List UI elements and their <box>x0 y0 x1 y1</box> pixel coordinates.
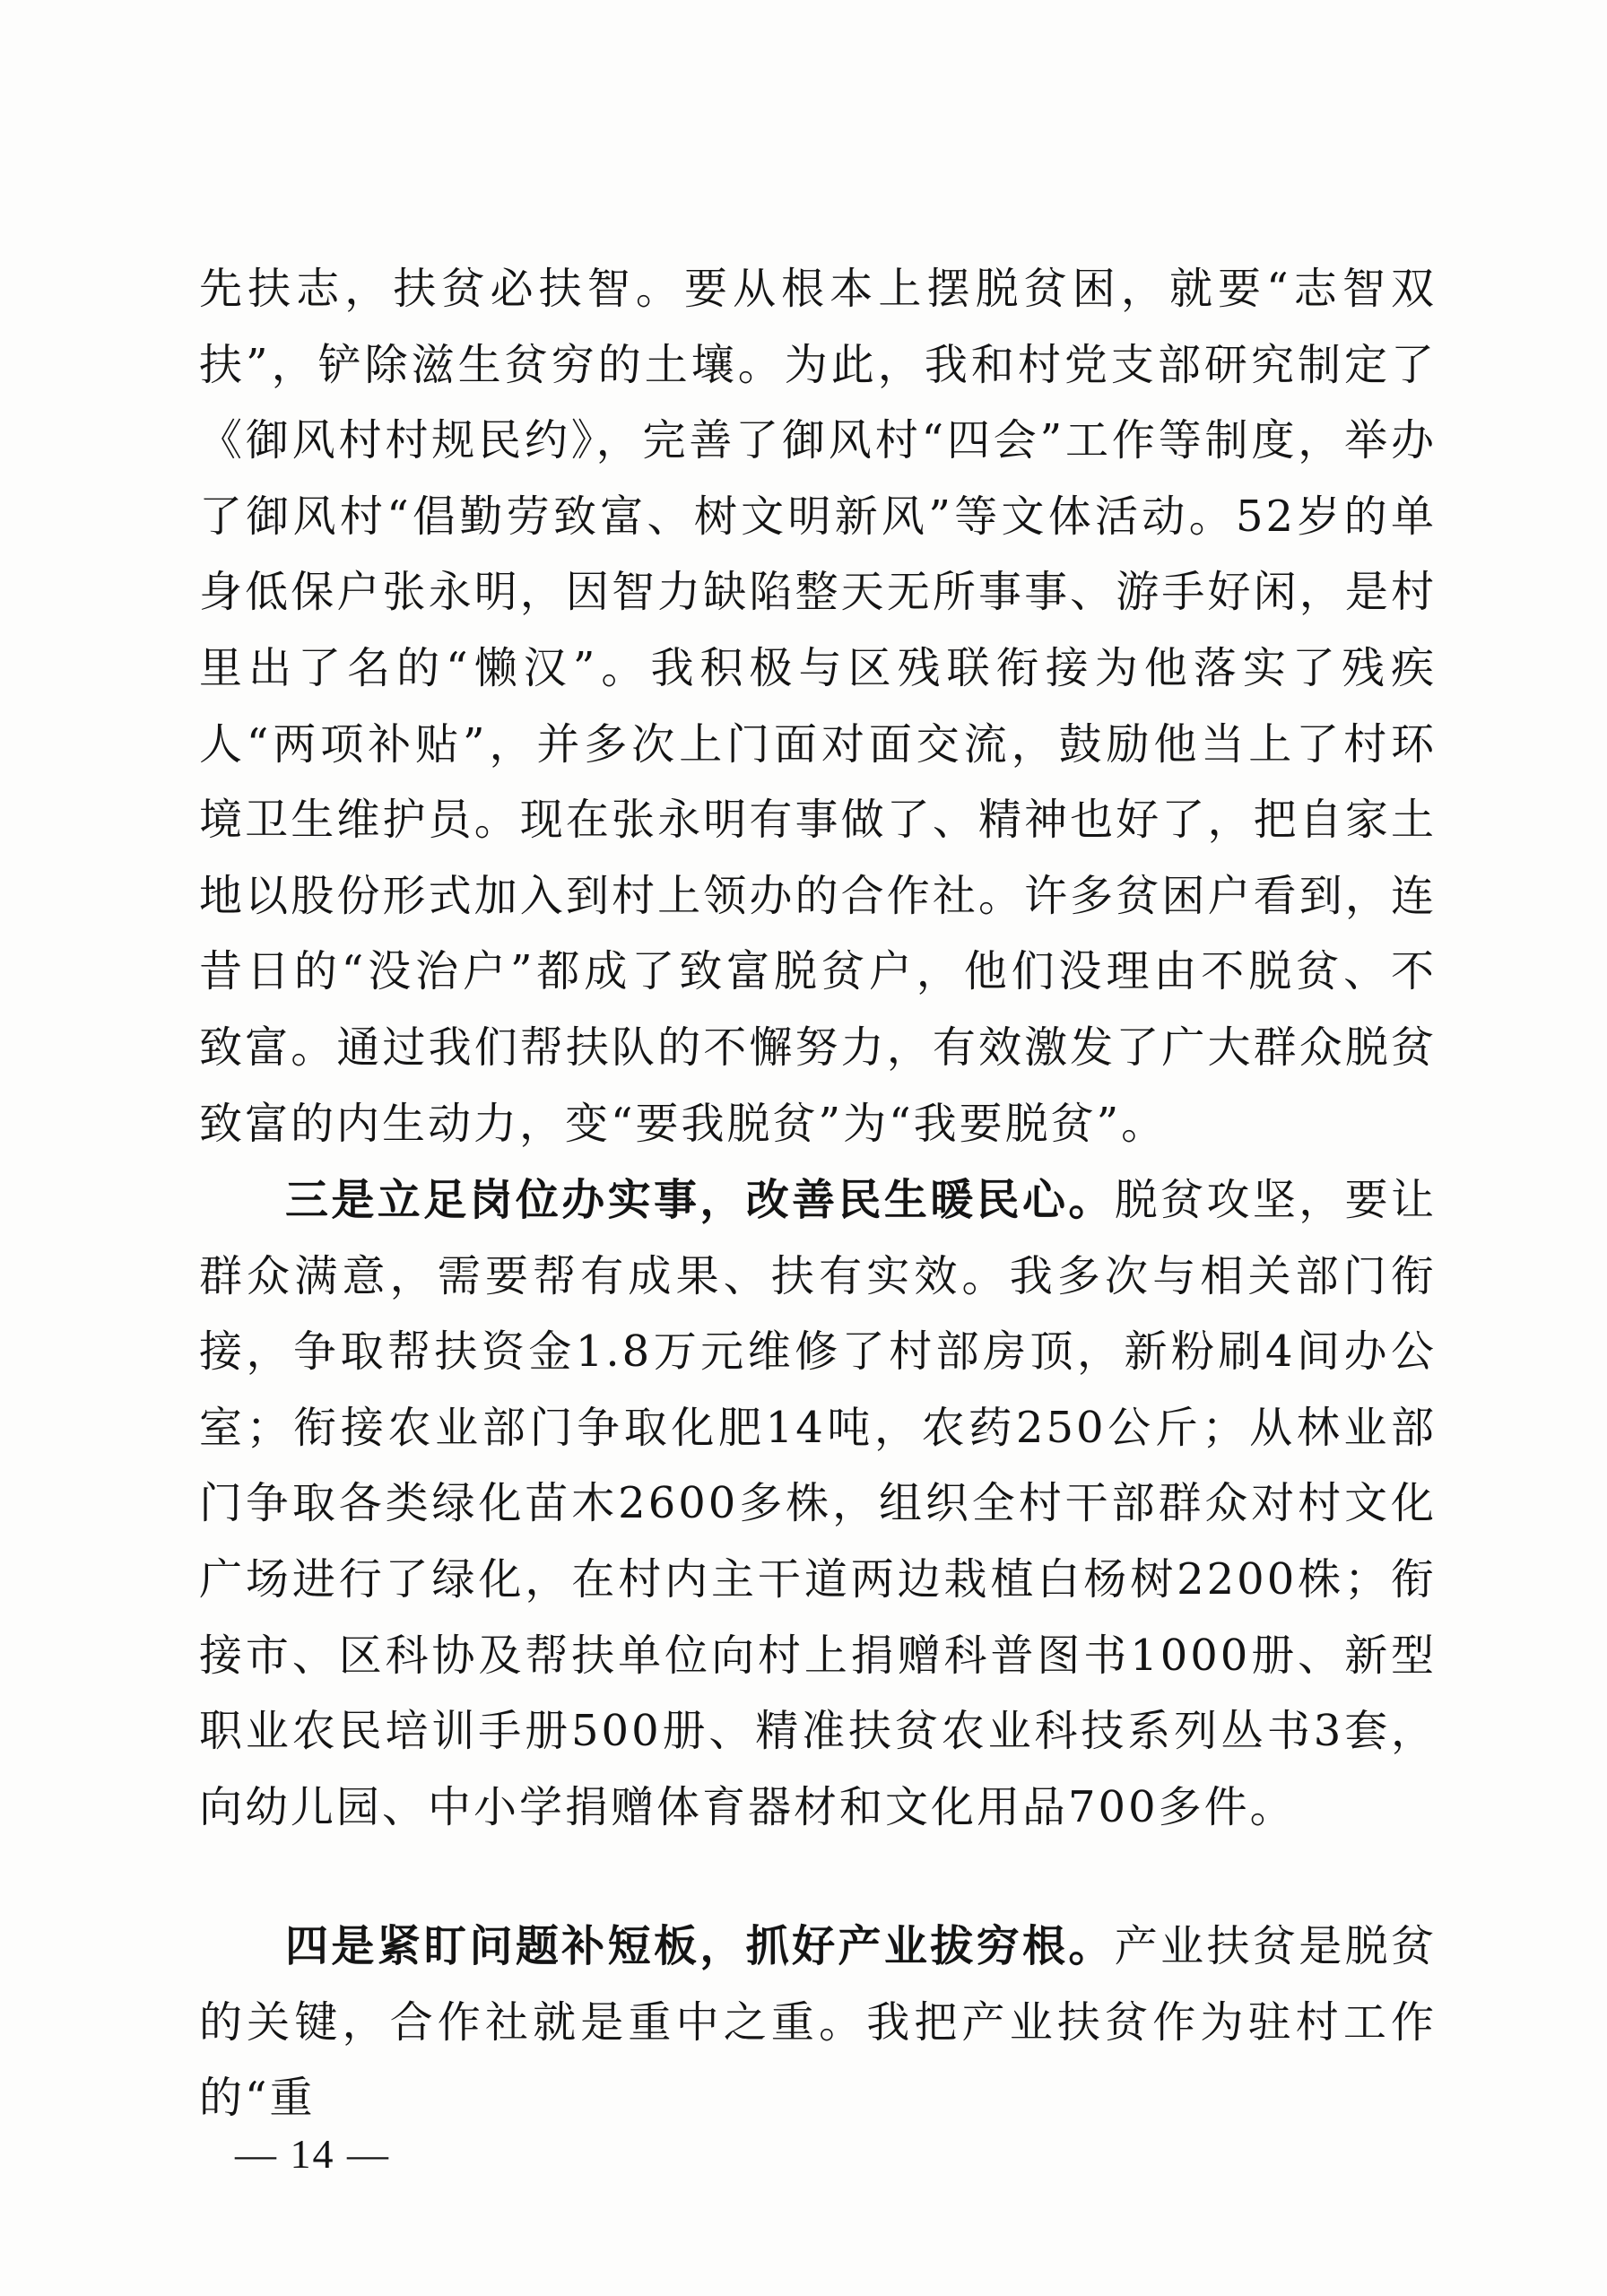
paragraph-3-body <box>199 1909 1437 2136</box>
page-number: — 14 — <box>235 2131 390 2177</box>
paragraph-2-text: 脱贫攻坚，要让群众满意，需要帮有成果、扶有实效。我多次与相关部门衔接，争取帮扶资金1.8万元维修了村部房顶，新粉刷4间办公室；衔接农业部门争取化肥14吨，农药250公斤；从林业部门争取各类绿化苗木2600多株，组织全村干部群众对村文化广场进行了绿化，在村内主干道两边栽植白杨树2200株；衔接市、区科协及帮扶单位向村上捐赠科普图书1000册、新型职业农民培训手册500册、精准扶贫农业科技系列丛书3套，向幼儿园、中小学捐赠体育器材和文化用品700多件。 <box>199 1175 1437 1832</box>
paragraph-1 <box>199 251 1437 1161</box>
paragraph-3 <box>199 1909 1437 2136</box>
paragraph-1-body: 先扶志，扶贫必扶智。要从根本上摆脱贫困，就要“志智双扶”，铲除滋生贫穷的土壤。为此，我和村党支部研究制定了《御风村村规民约》，完善了御风村“四会”工作等制度，举办了御风村“倡勤劳致富、树文明新风”等文体活动。52岁的单身低保户张永明，因智力缺陷整天无所事事、游手好闲，是村里出了名的“懒汉”。我积极与区残联衔接为他落实了残疾人“两项补贴”，并多次上门面对面交流，鼓励他当上了村环境卫生维护员。现在张永明有事做了、精神也好了，把自家土地以股份形式加入到村上领办的合作社。许多贫困户看到，连昔日的“没治户”都成了致富脱贫户，他们没理由不脱贫、不致富。通过我们帮扶队的不懈努力，有效激发了广大群众脱贫致富的内生动力，变“要我脱贫”为“我要脱贫”。 <box>199 264 1437 1149</box>
paragraph-2-body <box>199 1162 1437 1845</box>
paragraph-3-text: 产业扶贫是脱贫的关键，合作社就是重中之重。我把产业扶贫作为驻村工作的“重 <box>199 1921 1437 2124</box>
paragraph-2-heading: 三是立足岗位办实事，改善民生暖民心。 <box>285 1175 1115 1225</box>
paragraph-2 <box>199 1162 1437 1845</box>
paragraph-3-heading: 四是紧盯问题补短板，抓好产业拔穷根。 <box>285 1921 1115 1971</box>
